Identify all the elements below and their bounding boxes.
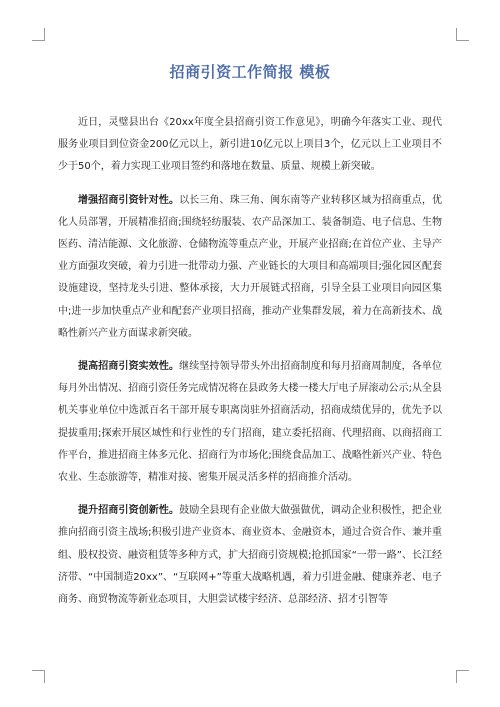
paragraph-lead: 提升招商引资创新性。 xyxy=(78,505,180,517)
paragraph-text: 以长三角、珠三角、闽东南等产业转移区域为招商重点，优化人员部署，开展精准招商;围绕轻纺服装、农产品深加工、装备制造、电子信息、生物医药、清洁能源、文化旅游、仓储物流等重点产业，开展产业招商;在首位产业、主导产业方面强攻突破，着力引进一批带动力强、产业链长的大项目和高端项目;强化园区配套设施建设，坚持龙头引进、整体承接，大力开展链式招商，引导全县工业项目向园区集中;进一步加快重点产业和配套产业项目招商，推动产业集群发展，着力在高新技术、战略性新兴产业方面谋求新突破。 xyxy=(58,194,443,339)
paragraph-text: 继续坚持领导带头外出招商制度和每月招商周制度，各单位每月外出情况、招商引资任务完成情况将在县政务大楼一楼大厅电子屏滚动公示;从全县机关事业单位中选派百名干部开展专职离岗驻外招商活动，招商成绩优异的，优先予以提拔重用;探索开展区域性和行业性的专门招商，建立委托招商、代理招商、以商招商工作平台，推进招商主体多元化、招商行为市场化;围绕食品加工、战略性新兴产业、特色农业、生态旅游等，精准对接、密集开展灵活多样的招商推介活动。 xyxy=(58,361,443,484)
crop-mark-top-left xyxy=(32,28,45,41)
paragraph-targeting xyxy=(58,190,442,345)
paragraph-lead: 提高招商引资实效性。 xyxy=(78,361,180,373)
document-title: 招商引资工作简报 模板 xyxy=(169,63,331,81)
crop-mark-bottom-right xyxy=(456,670,469,683)
paragraph-effectiveness xyxy=(58,356,442,489)
crop-mark-bottom-left xyxy=(32,670,45,683)
paragraph-lead: 增强招商引资针对性。 xyxy=(78,194,180,206)
paragraph-intro xyxy=(58,112,442,179)
document-body xyxy=(58,112,442,622)
crop-mark-top-right xyxy=(456,28,469,41)
paragraph-text: 近日，灵璧县出台《20xx年度全县招商引资工作意见》，明确今年落实工业、现代服务业项目到位资金200亿元以上，新引进10亿元以上项目3个，亿元以上工业项目不少于50个，着力实现工业项目签约和落地在数量、质量、规模上新突破。 xyxy=(58,117,442,173)
paragraph-text: 鼓励全县现有企业做大做强做优，调动企业积极性，把企业推向招商引资主战场;积极引进产业资本、商业资本、金融资本，通过合资合作、兼并重组、股权投资、融资租赁等多种方式，扩大招商引资规模;抢抓国家“一带一路”、长江经济带、“中国制造20xx”、“互联网+”等重大战略机遇，着力引进金融、健康养老、电子商务、商贸物流等新业态项目，大胆尝试楼宇经济、总部经济、招才引智等 xyxy=(58,505,443,606)
paragraph-innovation xyxy=(58,500,442,611)
